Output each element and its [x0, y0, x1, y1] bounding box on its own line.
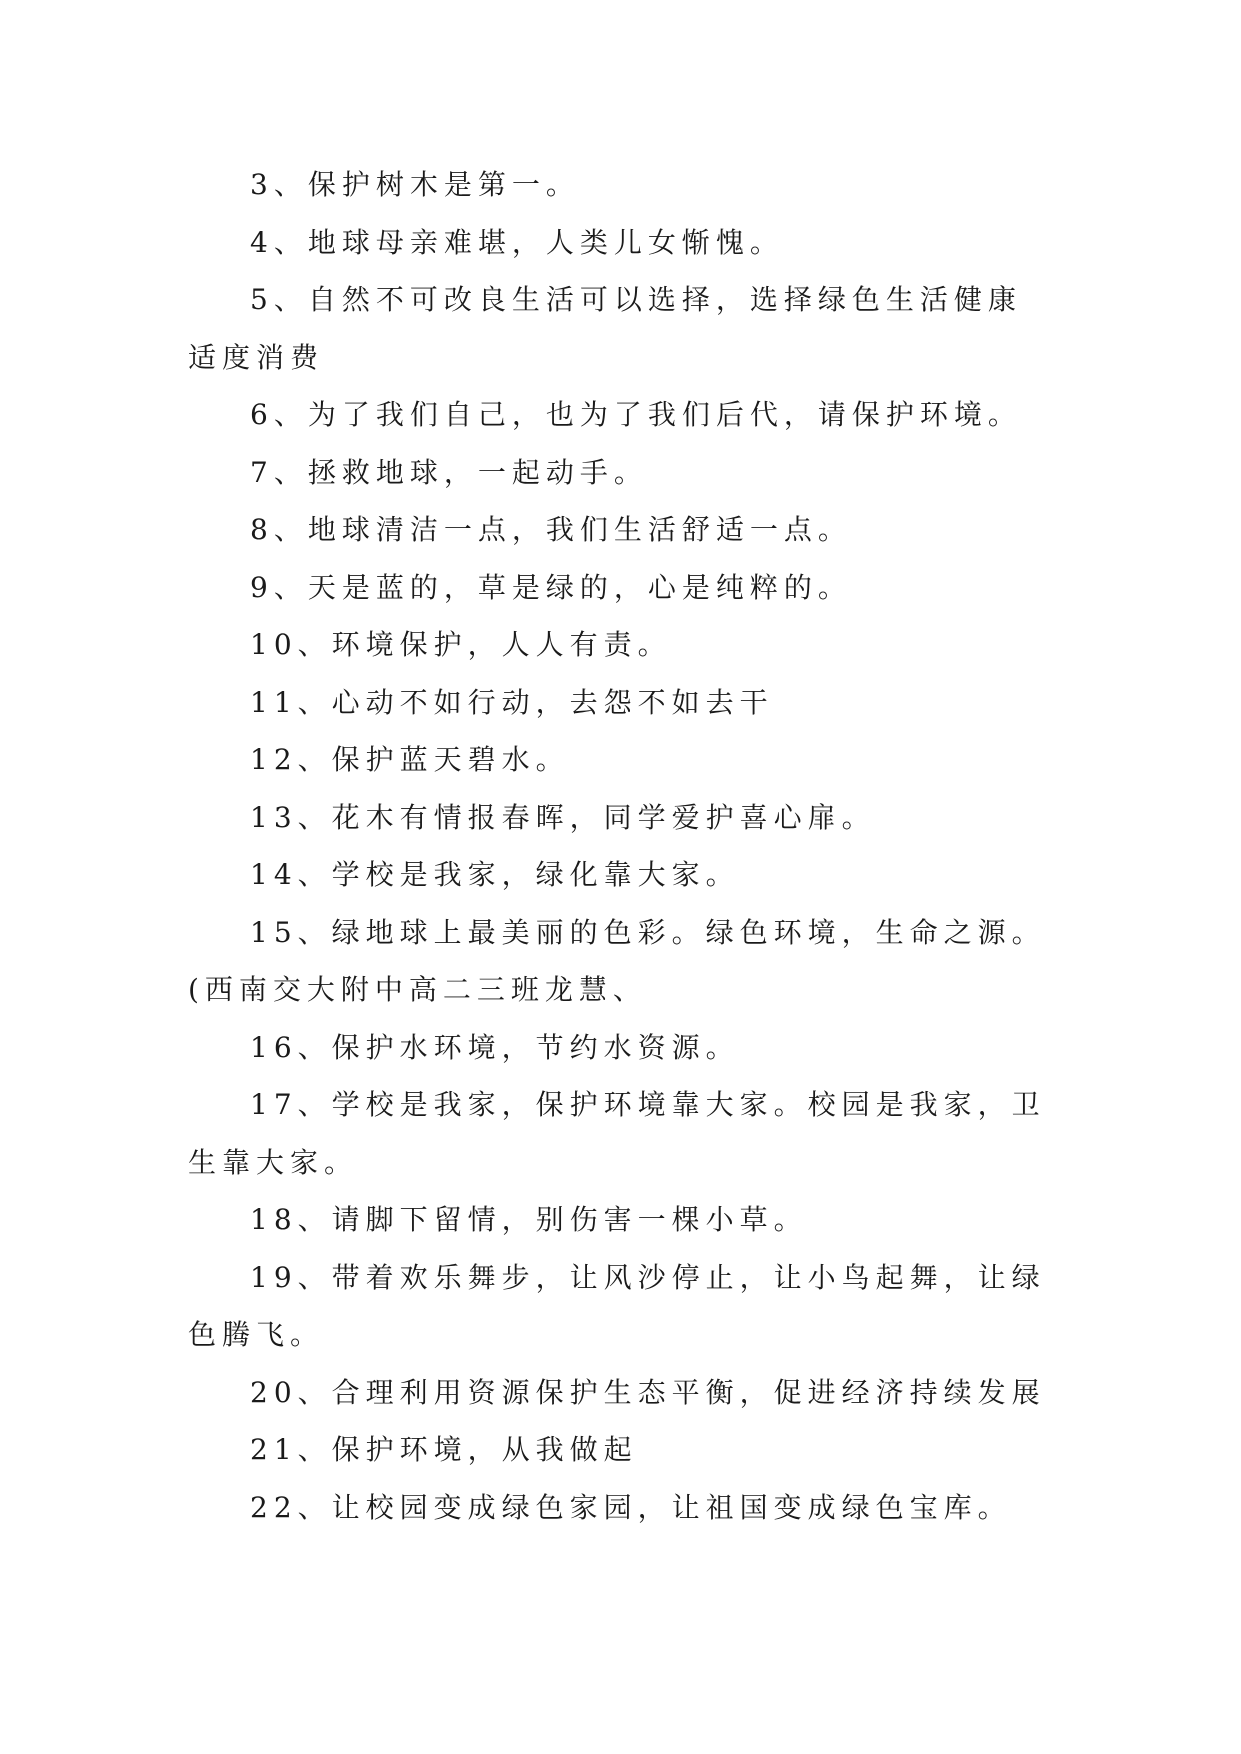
slogan-paragraph: 12、保护蓝天碧水。	[250, 743, 570, 776]
slogan-paragraph: 19、带着欢乐舞步，让风沙停止，让小鸟起舞，让绿色腾飞。	[188, 1260, 1046, 1351]
slogan-paragraph: 13、花木有情报春晖，同学爱护喜心扉。	[250, 800, 876, 834]
slogan-paragraph: 9、天是蓝的，草是绿的，心是纯粹的。	[250, 570, 852, 604]
slogan-paragraph: 10、环境保护，人人有责。	[250, 628, 672, 661]
slogan-paragraph: 6、为了我们自己，也为了我们后代，请保护环境。	[250, 398, 1022, 431]
slogan-paragraph: 20、合理利用资源保护生态平衡，促进经济持续发展	[250, 1375, 1046, 1409]
slogan-paragraph: 14、学校是我家，绿化靠大家。	[250, 858, 740, 891]
slogan-paragraph: 18、请脚下留情，别伤害一棵小草。	[250, 1203, 808, 1236]
slogan-paragraph: 11、心动不如行动，去怨不如去干	[250, 685, 774, 719]
slogan-paragraph: 17、学校是我家，保护环境靠大家。校园是我家，卫生靠大家。	[188, 1088, 1046, 1179]
slogan-paragraph: 5、自然不可改良生活可以选择，选择绿色生活健康适度消费	[188, 283, 1022, 374]
slogan-paragraph: 8、地球清洁一点，我们生活舒适一点。	[250, 513, 852, 546]
slogan-paragraph: 21、保护环境，从我做起	[250, 1433, 638, 1466]
document-body	[188, 156, 1054, 1536]
slogan-paragraph: 22、让校园变成绿色家园，让祖国变成绿色宝库。	[250, 1490, 1012, 1524]
slogan-paragraph: 4、地球母亲难堪，人类儿女惭愧。	[250, 225, 784, 259]
slogan-paragraph: 7、拯救地球，一起动手。	[250, 455, 648, 489]
slogan-paragraph: 16、保护水环境，节约水资源。	[250, 1030, 740, 1064]
slogan-paragraph: 3、保护树木是第一。	[250, 168, 580, 201]
slogan-paragraph: 15、绿地球上最美丽的色彩。绿色环境，生命之源。(西南交大附中高二三班龙慧、	[188, 915, 1046, 1006]
